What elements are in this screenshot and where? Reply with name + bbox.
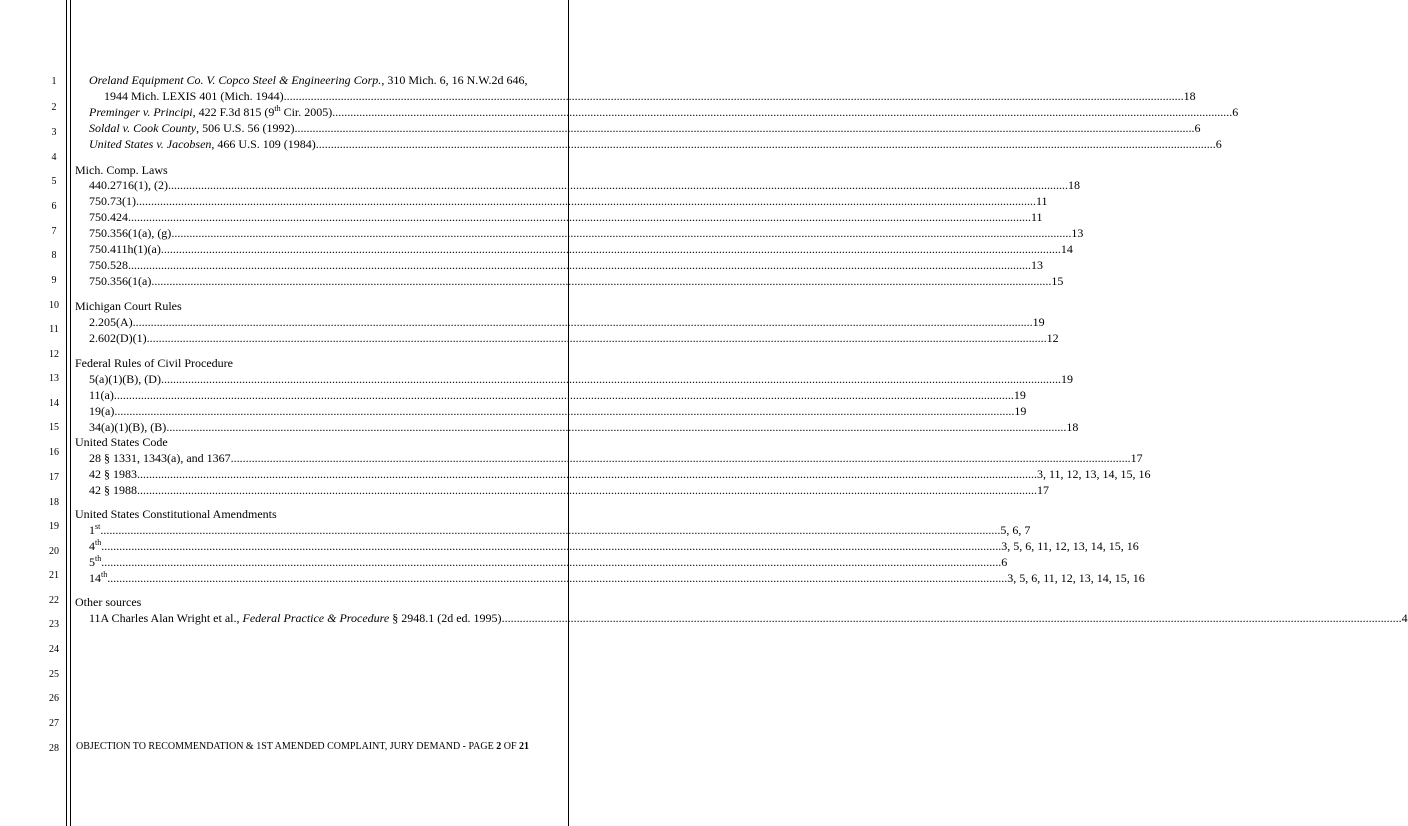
margin-rule-outer bbox=[66, 0, 67, 826]
line-number: 19 bbox=[49, 521, 59, 532]
section-heading-other-sources: Other sources bbox=[75, 595, 142, 609]
rule-entry: 11(a) ............................................................................................................................................................................................................................................................................................................ 19 bbox=[89, 388, 1026, 402]
case-entry-soldal: Soldal v. Cook County, 506 U.S. 56 (1992) ............................................................................................................................................................................................................................................................................................................ 6 bbox=[89, 121, 1201, 135]
leader-dots: ............................................................................................................................................................................................................................................................................................................ bbox=[166, 420, 1067, 434]
leader-dots: ............................................................................................................................................................................................................................................................................................................ bbox=[101, 555, 1002, 569]
line-number: 24 bbox=[49, 644, 59, 655]
statute-entry: 750.411h(1)(a) ............................................................................................................................................................................................................................................................................................................ 14 bbox=[89, 242, 1073, 256]
rule-entry: 5(a)(1)(B), (D) ............................................................................................................................................................................................................................................................................................................ 19 bbox=[89, 372, 1073, 386]
leader-dots: ............................................................................................................................................................................................................................................................................................................ bbox=[160, 372, 1061, 386]
rule-entry: 2.205(A) ............................................................................................................................................................................................................................................................................................................ 19 bbox=[89, 315, 1045, 329]
line-number: 11 bbox=[49, 324, 59, 335]
statute-entry: 440.2716(1), (2) ............................................................................................................................................................................................................................................................................................................ 18 bbox=[89, 178, 1080, 192]
line-number: 8 bbox=[51, 250, 57, 261]
amendment-entry: 1st ............................................................................................................................................................................................................................................................................................................ 5, 6, 7 bbox=[89, 522, 1031, 537]
leader-dots: ............................................................................................................................................................................................................................................................................................................ bbox=[132, 315, 1033, 329]
statute-entry: 750.356(1(a), (g) ............................................................................................................................................................................................................................................................................................................ 13 bbox=[89, 226, 1084, 240]
margin-rule-inner bbox=[70, 0, 71, 826]
code-entry: 42 § 1983 ............................................................................................................................................................................................................................................................................................................ 3, 11, 12, 13, 14, 15, 16 bbox=[89, 467, 1151, 481]
amendment-entry: 14th ............................................................................................................................................................................................................................................................................................................ 3, 5, 6, 11, 12, 13, 14, 15, 16 bbox=[89, 570, 1145, 585]
leader-dots: ............................................................................................................................................................................................................................................................................................................ bbox=[171, 226, 1072, 240]
leader-dots: ............................................................................................................................................................................................................................................................................................................ bbox=[501, 611, 1402, 625]
source-entry: 11A Charles Alan Wright et al., Federal Practice & Procedure § 2948.1 (2d ed. 1995) ............................................................................................................................................................................................................................................................................................................ 4 bbox=[89, 611, 1408, 625]
leader-dots: ............................................................................................................................................................................................................................................................................................................ bbox=[151, 274, 1052, 288]
leader-dots: ............................................................................................................................................................................................................................................................................................................ bbox=[136, 194, 1036, 208]
line-number: 21 bbox=[49, 570, 59, 581]
line-number: 12 bbox=[49, 349, 59, 360]
leader-dots: ............................................................................................................................................................................................................................................................................................................ bbox=[160, 242, 1061, 256]
leader-dots: ............................................................................................................................................................................................................................................................................................................ bbox=[131, 210, 1031, 224]
statute-entry: 750.356(1(a) ............................................................................................................................................................................................................................................................................................................ 15 bbox=[89, 274, 1064, 288]
rule-entry: 19(a) ............................................................................................................................................................................................................................................................................................................ 19 bbox=[89, 404, 1027, 418]
statute-entry: 750.73(1) ............................................................................................................................................................................................................................................................................................................ 11 bbox=[89, 194, 1048, 208]
leader-dots: ............................................................................................................................................................................................................................................................................................................ bbox=[146, 331, 1047, 345]
section-heading-amendments: United States Constitutional Amendments bbox=[75, 507, 277, 521]
leader-dots: ............................................................................................................................................................................................................................................................................................................ bbox=[101, 539, 1002, 553]
line-number: 15 bbox=[49, 422, 59, 433]
line-number: 26 bbox=[49, 693, 59, 704]
line-number: 7 bbox=[51, 226, 57, 237]
leader-dots: ............................................................................................................................................................................................................................................................................................................ bbox=[167, 178, 1068, 192]
leader-dots: ............................................................................................................................................................................................................................................................................................................ bbox=[230, 451, 1131, 465]
leader-dots: ............................................................................................................................................................................................................................................................................................................ bbox=[113, 388, 1014, 402]
amendment-entry: 5th ............................................................................................................................................................................................................................................................................................................ 6 bbox=[89, 554, 1008, 569]
line-number: 17 bbox=[49, 472, 59, 483]
case-entry-oreland-line1: Oreland Equipment Co. V. Copco Steel & Engineering Corp., 310 Mich. 6, 16 N.W.2d 646, bbox=[89, 73, 528, 87]
rule-entry: 34(a)(1)(B), (B) ............................................................................................................................................................................................................................................................................................................ 18 bbox=[89, 420, 1079, 434]
code-entry: 28 § 1331, 1343(a), and 1367 ............................................................................................................................................................................................................................................................................................................ 17 bbox=[89, 451, 1143, 465]
line-number: 14 bbox=[49, 398, 59, 409]
case-entry-preminger: Preminger v. Principi, 422 F.3d 815 (9th Cir. 2005) ............................................................................................................................................................................................................................................................................................................ 6 bbox=[89, 104, 1239, 119]
section-heading-federal-rules: Federal Rules of Civil Procedure bbox=[75, 356, 233, 370]
line-number: 1 bbox=[51, 76, 57, 87]
line-number: 3 bbox=[51, 127, 57, 138]
line-number: 13 bbox=[49, 373, 59, 384]
line-number: 16 bbox=[49, 447, 59, 458]
line-number: 5 bbox=[51, 176, 57, 187]
line-number: 6 bbox=[51, 201, 57, 212]
section-heading-michigan-court-rules: Michigan Court Rules bbox=[75, 299, 182, 313]
leader-dots: ............................................................................................................................................................................................................................................................................................................ bbox=[137, 483, 1037, 497]
section-heading-us-code: United States Code bbox=[75, 435, 168, 449]
section-heading-mich-comp-laws: Mich. Comp. Laws bbox=[75, 163, 168, 177]
case-entry-oreland-line2: 1944 Mich. LEXIS 401 (Mich. 1944) ............................................................................................................................................................................................................................................................................................................ 18 bbox=[104, 89, 1196, 103]
line-number: 20 bbox=[49, 546, 59, 557]
line-number: 23 bbox=[49, 619, 59, 630]
leader-dots: ............................................................................................................................................................................................................................................................................................................ bbox=[131, 258, 1031, 272]
amendment-entry: 4th ............................................................................................................................................................................................................................................................................................................ 3, 5, 6, 11, 12, 13, 14, 15, 16 bbox=[89, 538, 1139, 553]
leader-dots: ............................................................................................................................................................................................................................................................................................................ bbox=[107, 571, 1008, 585]
line-number: 2 bbox=[51, 102, 57, 113]
line-number: 9 bbox=[51, 275, 57, 286]
line-number: 25 bbox=[49, 669, 59, 680]
line-number: 28 bbox=[49, 743, 59, 754]
leader-dots: ............................................................................................................................................................................................................................................................................................................ bbox=[137, 467, 1037, 481]
line-number: 22 bbox=[49, 595, 59, 606]
leader-dots: ............................................................................................................................................................................................................................................................................................................ bbox=[315, 137, 1216, 151]
leader-dots: ............................................................................................................................................................................................................................................................................................................ bbox=[100, 523, 1001, 537]
leader-dots: ............................................................................................................................................................................................................................................................................................................ bbox=[294, 121, 1195, 135]
line-number: 18 bbox=[49, 497, 59, 508]
code-entry: 42 § 1988 ............................................................................................................................................................................................................................................................................................................ 17 bbox=[89, 483, 1049, 497]
case-entry-jacobsen: United States v. Jacobsen, 466 U.S. 109 (1984) ............................................................................................................................................................................................................................................................................................................ 6 bbox=[89, 137, 1222, 151]
leader-dots: ............................................................................................................................................................................................................................................................................................................ bbox=[283, 89, 1184, 103]
rule-entry: 2.602(D)(1) ............................................................................................................................................................................................................................................................................................................ 12 bbox=[89, 331, 1059, 345]
line-number: 27 bbox=[49, 718, 59, 729]
leader-dots: ............................................................................................................................................................................................................................................................................................................ bbox=[114, 404, 1015, 418]
leader-dots: ............................................................................................................................................................................................................................................................................................................ bbox=[332, 105, 1233, 119]
line-number: 10 bbox=[49, 300, 59, 311]
line-number: 4 bbox=[51, 152, 57, 163]
page-footer: OBJECTION TO RECOMMENDATION & 1ST AMENDED COMPLAINT, JURY DEMAND - PAGE 2 OF 21 bbox=[76, 741, 530, 752]
statute-entry: 750.528. ............................................................................................................................................................................................................................................................................................................ 13 bbox=[89, 258, 1043, 272]
statute-entry: 750.424. ............................................................................................................................................................................................................................................................................................................ 11 bbox=[89, 210, 1043, 224]
